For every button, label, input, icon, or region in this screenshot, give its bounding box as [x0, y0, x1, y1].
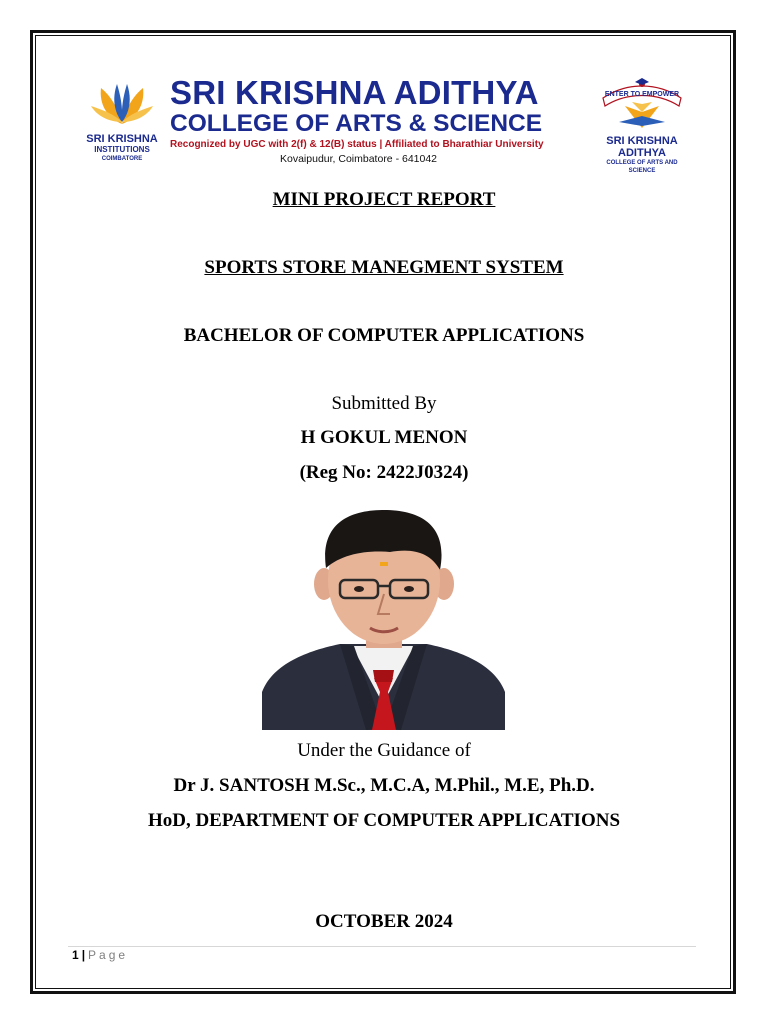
lotus-emblem-icon	[87, 78, 157, 128]
sri-krishna-institutions-logo	[80, 78, 164, 168]
ribbon-text: ENTER TO EMPOWER	[604, 91, 680, 98]
registration-number: (Reg No: 2422J0324)	[299, 462, 469, 483]
student-photo	[262, 496, 505, 730]
student-name: H GOKUL MENON	[300, 427, 468, 448]
guidance-label: Under the Guidance of	[297, 740, 471, 761]
page-footer	[72, 948, 128, 962]
right-logo-line1: SRI KRISHNA	[606, 135, 678, 147]
guide-designation: HoD, DEPARTMENT OF COMPUTER APPLICATIONS	[147, 810, 621, 831]
guide-name: Dr J. SANTOSH M.Sc., M.C.A, M.Phil., M.E, Ph.D.	[173, 775, 595, 796]
degree-name: BACHELOR OF COMPUTER APPLICATIONS	[183, 325, 585, 346]
page-number: 1	[72, 948, 79, 962]
college-name-line1: SRI KRISHNA ADITHYA	[170, 74, 539, 111]
submitted-by-label: Submitted By	[331, 393, 437, 414]
page-label: Page	[88, 948, 129, 962]
left-logo-line3: COIMBATORE	[101, 156, 143, 162]
right-logo-line3: COLLEGE OF ARTS AND SCIENCE	[606, 160, 678, 174]
project-name: SPORTS STORE MANEGMENT SYSTEM	[204, 257, 564, 278]
sri-krishna-adithya-logo	[596, 76, 688, 174]
college-recognition: Recognized by UGC with 2(f) & 12(B) status | Affiliated to Bharathiar University	[170, 139, 544, 150]
college-name-block	[170, 76, 590, 166]
footer-divider	[68, 946, 696, 947]
college-address: Kovaipudur, Coimbatore - 641042	[280, 153, 438, 165]
right-logo-line2: ADITHYA	[618, 147, 666, 159]
left-logo-line2: INSTITUTIONS	[94, 145, 150, 154]
college-name-line2: COLLEGE OF ARTS & SCIENCE	[170, 110, 543, 137]
submission-date: OCTOBER 2024	[315, 911, 453, 932]
enter-to-empower-emblem-icon	[599, 76, 685, 130]
footer-separator: |	[81, 948, 86, 962]
report-title: MINI PROJECT REPORT	[272, 189, 496, 210]
left-logo-line1: SRI KRISHNA	[86, 133, 158, 145]
college-header	[80, 72, 690, 172]
